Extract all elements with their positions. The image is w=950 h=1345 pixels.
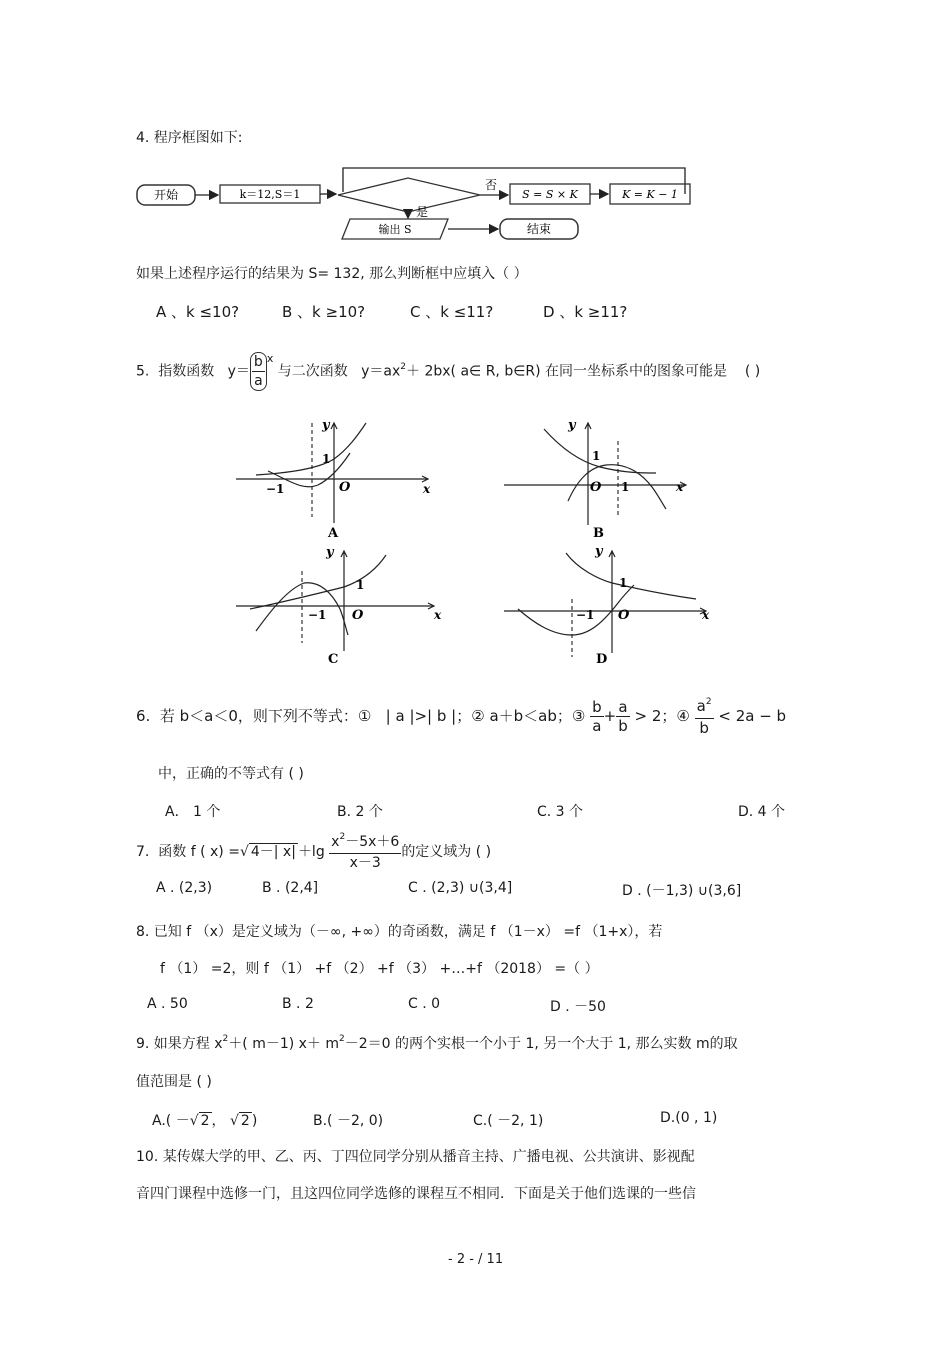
flow-output-label: 输出 S (378, 223, 412, 236)
q4-title: 4. 程序框图如下: (136, 130, 243, 146)
graph-d (504, 544, 710, 667)
svg-text:O: O (352, 608, 364, 623)
q6-option-d: D. 4 个 (738, 804, 786, 820)
svg-text:y: y (322, 418, 330, 433)
q4-flowchart (130, 162, 700, 244)
svg-text:y: y (326, 545, 334, 560)
q9-option-b: B.( －2, 0) (313, 1113, 384, 1129)
q4-option-d: D 、k ≥11? (543, 303, 628, 321)
svg-text:−1: −1 (576, 608, 595, 622)
q9-option-c: C.( －2, 1) (473, 1113, 544, 1129)
svg-text:O: O (618, 608, 630, 623)
q5-text: 5. 指数函数 y＝ $\frac{b}{a}$ $^x$ 与二次函数 $y=ax^2+ 2bx$( a∈ R, b∈R) 在同一坐标系中的图象可能是 ( ) (136, 351, 761, 389)
svg-text:x: x (434, 608, 442, 622)
q6-text: 6. 若 b＜a＜0，则下列不等式：① | a |>| b |；② a＋b＜ab；③ $\frac{b}{a}$ + $\frac{a}{b}$ > 2；④ $\frac{a^2}{b}$ < 2a − b (136, 696, 787, 737)
q8-option-a: A . 50 (147, 996, 188, 1012)
q7-option-c: C . (2,3) ∪(3,4] (408, 880, 513, 896)
flow-yes-label: 是 (416, 205, 429, 219)
flow-update-k-label: K = K − 1 (622, 188, 678, 201)
q6-option-b: B. 2 个 (337, 804, 383, 820)
q9-option-a: A.( －√ 2 ， √ 2 ) (152, 1113, 258, 1129)
svg-text:O: O (590, 480, 602, 495)
q9-option-d: D.(0 , 1) (660, 1110, 718, 1126)
q9-text: 9. 如果方程 $x^2+$( m－1) $x+ m^2-2=0$ 的两个实根一个小于 1, 另一个大于 1, 那么实数 m的取 (136, 1034, 738, 1052)
svg-text:−1: −1 (308, 608, 327, 622)
q5-graphs (228, 413, 720, 669)
q8-line2: f （1） =2，则 f （1） +f （2） +f （3） +…+f （2018） =（ ） (160, 961, 599, 977)
svg-text:y: y (595, 544, 603, 559)
graph-c (236, 545, 442, 667)
svg-text:O: O (339, 480, 351, 495)
q7-option-b: B . (2,4] (262, 880, 319, 896)
svg-text:1: 1 (356, 578, 365, 592)
svg-text:D: D (596, 652, 608, 667)
q7-option-a: A . (2,3) (156, 880, 213, 896)
q4-option-a: A 、k ≤10? (156, 303, 240, 321)
q8-option-b: B . 2 (282, 996, 314, 1012)
flow-no-label: 否 (485, 178, 498, 192)
q7-option-d: D . (－1,3) ∪(3,6] (622, 883, 742, 899)
flow-update-s-label: S = S × K (522, 188, 578, 201)
svg-text:x: x (423, 482, 431, 496)
graph-b (504, 418, 686, 541)
page-number: - 2 - / 11 (448, 1252, 504, 1267)
q7-text: 7. 函数 f ( x) =√ 4－| x| ＋lg $\frac{x^2-5x+6}{x-3}$ 的定义域为 ( ) (136, 831, 492, 871)
q6-option-c: C. 3 个 (537, 804, 584, 820)
svg-text:1: 1 (592, 449, 601, 463)
svg-text:C: C (328, 652, 339, 667)
svg-text:1: 1 (621, 480, 630, 494)
flow-decision (338, 178, 480, 212)
svg-text:1: 1 (619, 576, 628, 590)
flow-start-label: 开始 (153, 188, 179, 202)
q8-option-d: D . －50 (550, 999, 606, 1015)
q8-line1: 8. 已知 f （x）是定义域为（－∞, +∞）的奇函数，满足 f （1－x） =f （1+x），若 (136, 924, 663, 940)
svg-text:A: A (328, 526, 339, 541)
q6-option-a: A． 1 个 (165, 804, 221, 820)
svg-text:y: y (568, 418, 576, 433)
graph-a (236, 418, 431, 541)
q9-line2: 值范围是 ( ) (136, 1074, 212, 1090)
q6-line2: 中，正确的不等式有 ( ) (158, 766, 304, 782)
q10-line1: 10. 某传媒大学的甲、乙、丙、丁四位同学分别从播音主持、广播电视、公共演讲、影视配 (136, 1149, 695, 1165)
q8-option-c: C . 0 (408, 996, 441, 1012)
svg-text:x: x (676, 480, 684, 494)
q4-option-c: C 、k ≤11? (410, 303, 494, 321)
svg-text:x: x (702, 608, 710, 622)
q10-line2: 音四门课程中选修一门，且这四位同学选修的课程互不相同．下面是关于他们选课的一些信 (136, 1186, 696, 1202)
flow-init-label: k＝12,S＝1 (239, 188, 301, 201)
q4-question: 如果上述程序运行的结果为 S= 132, 那么判断框中应填入（ ） (136, 266, 528, 282)
svg-text:−1: −1 (266, 482, 285, 496)
svg-text:B: B (593, 526, 604, 541)
q4-option-b: B 、k ≥10? (282, 303, 366, 321)
flow-end-label: 结束 (526, 222, 552, 236)
svg-text:1: 1 (322, 452, 331, 466)
